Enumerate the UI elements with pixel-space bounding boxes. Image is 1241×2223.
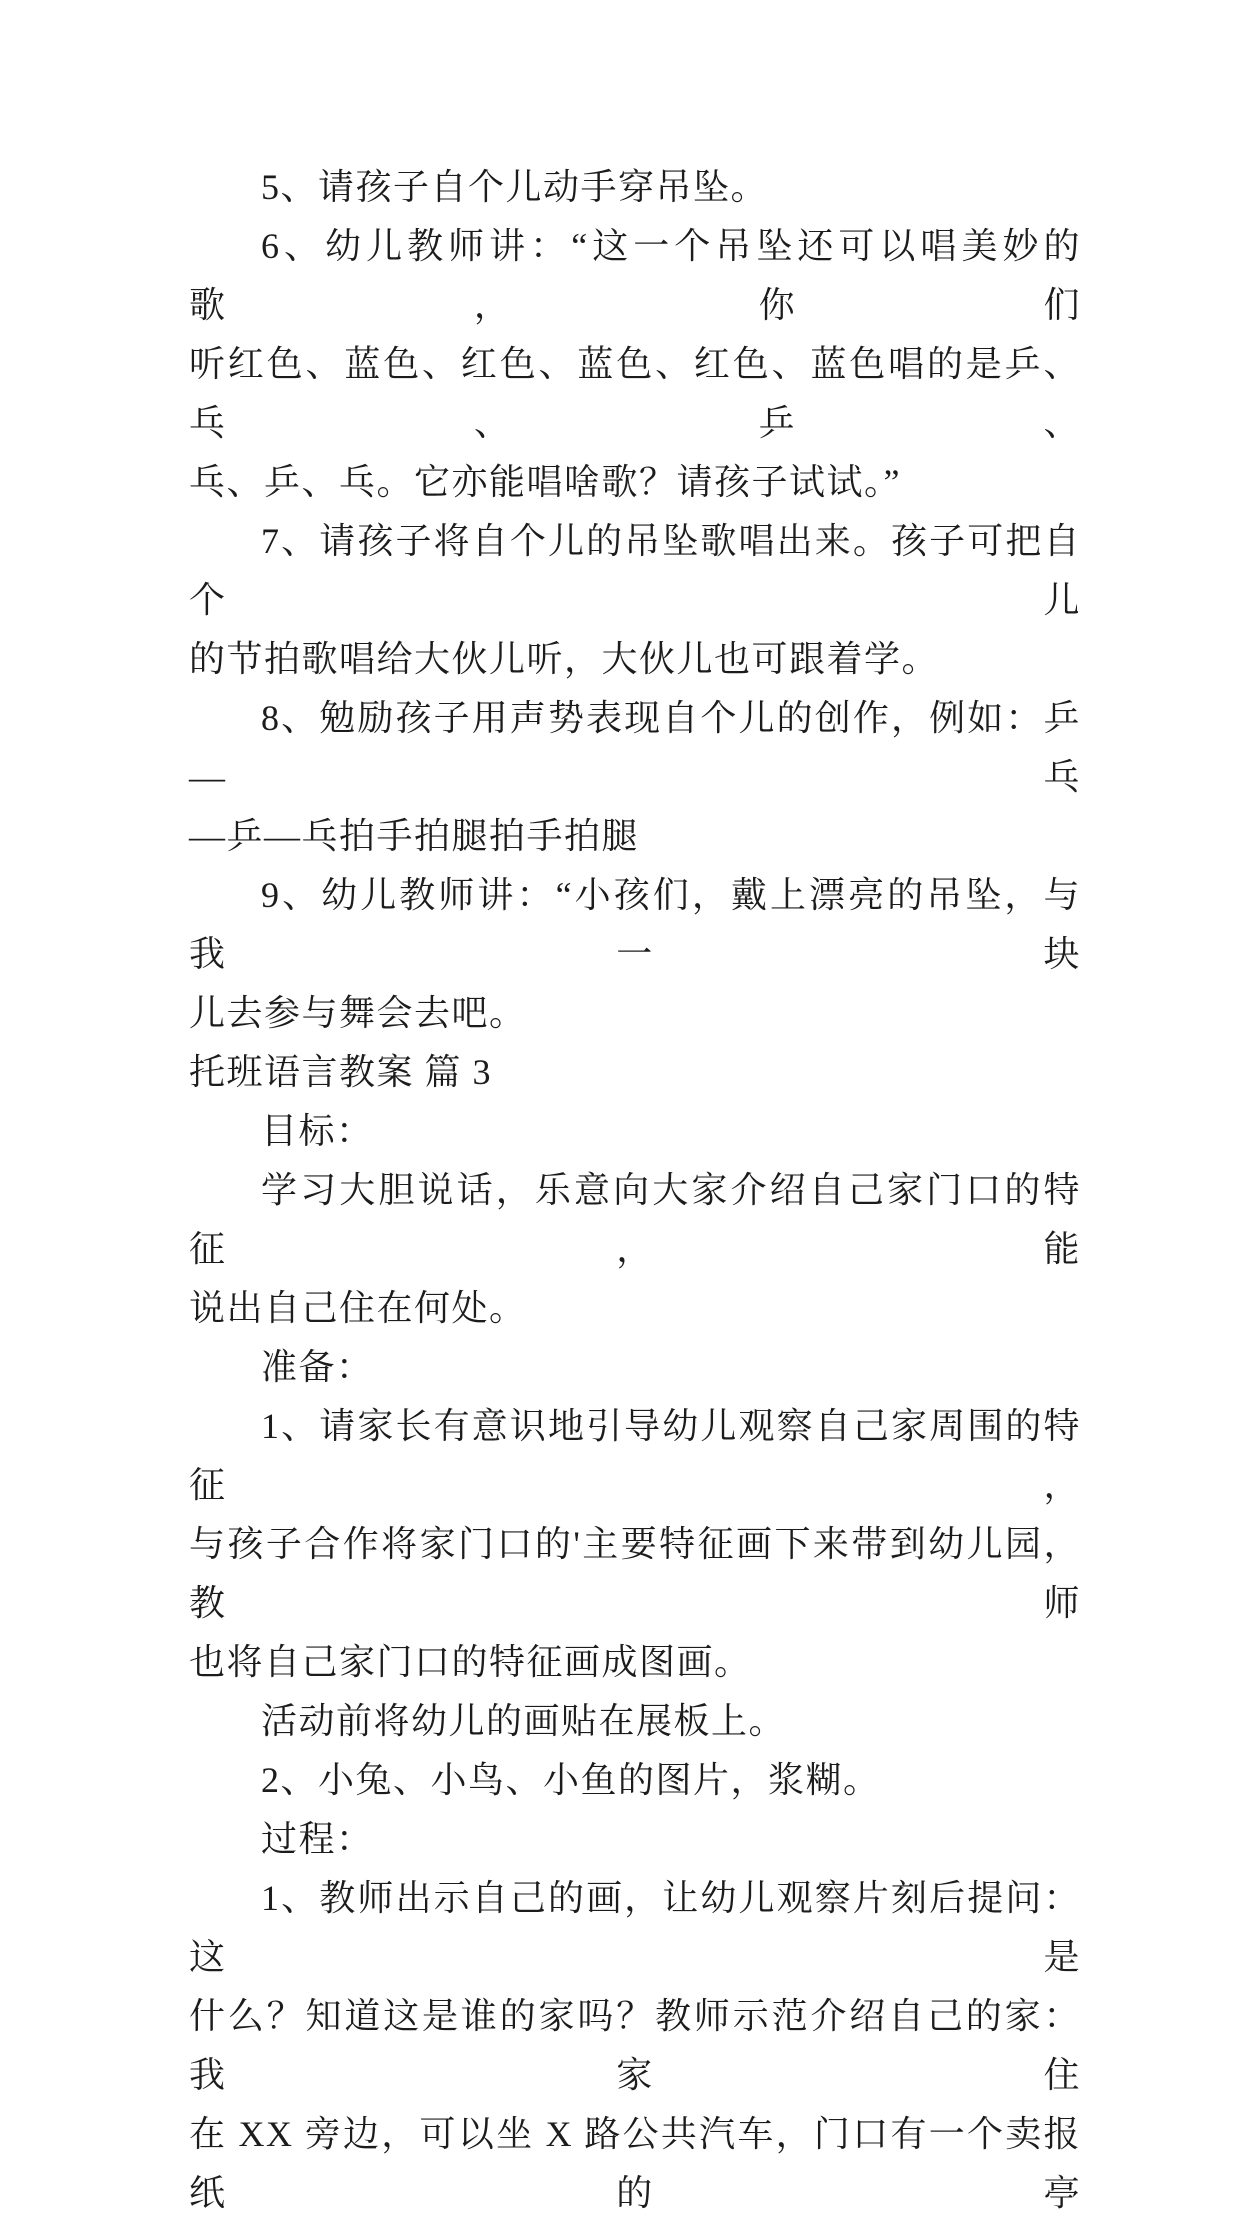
text-line: —乒—乓拍手拍腿拍手拍腿: [189, 816, 640, 856]
text-line: 学习大胆说话，乐意向大家介绍自己家门口的特征，能: [189, 1170, 1081, 1269]
text-line: 活动前将幼儿的画贴在展板上。: [261, 1701, 787, 1741]
text-line: 说出自己住在何处。: [189, 1288, 527, 1328]
text-line: 5、请孩子自个儿动手穿吊坠。: [261, 167, 769, 207]
text-line: 的节拍歌唱给大伙儿听，大伙儿也可跟着学。: [189, 639, 940, 679]
text-line: 什么？知道这是谁的家吗？教师示范介绍自己的家：我家住: [189, 1996, 1081, 2095]
label-process: 过程：: [261, 1819, 374, 1859]
text-line: 1、教师出示自己的画，让幼儿观察片刻后提问：这是: [189, 1878, 1081, 1977]
label-prepare: 准备：: [261, 1347, 374, 1387]
text-line: 在 XX 旁边，可以坐 X 路公共汽车，门口有一个卖报纸的亭: [189, 2114, 1081, 2213]
text-line: 2、小兔、小鸟、小鱼的图片，浆糊。: [261, 1760, 881, 1800]
text-line: 1、请家长有意识地引导幼儿观察自己家周围的特征，: [189, 1406, 1081, 1505]
text-line: 与孩子合作将家门口的'主要特征画下来带到幼儿园，教师: [189, 1524, 1081, 1623]
text-line: 儿去参与舞会去吧。: [189, 993, 527, 1033]
text-line: 听红色、蓝色、红色、蓝色、红色、蓝色唱的是乒、乓、乒、: [189, 344, 1081, 443]
label-goal: 目标：: [261, 1111, 374, 1151]
text-line: 6、幼儿教师讲：“这一个吊坠还可以唱美妙的歌，你们: [189, 226, 1081, 325]
text-line: 9、幼儿教师讲：“小孩们，戴上漂亮的吊坠，与我一块: [189, 875, 1081, 974]
section-heading: 托班语言教案 篇 3: [189, 1052, 493, 1092]
text-line: 乓、乒、乓。它亦能唱啥歌？请孩子试试。”: [189, 462, 901, 502]
text-line: 7、请孩子将自个儿的吊坠歌唱出来。孩子可把自个儿: [189, 521, 1081, 620]
text-line: 8、勉励孩子用声势表现自个儿的创作，例如：乒—乓: [189, 698, 1081, 797]
text-line: 也将自己家门口的特征画成图画。: [189, 1642, 752, 1682]
